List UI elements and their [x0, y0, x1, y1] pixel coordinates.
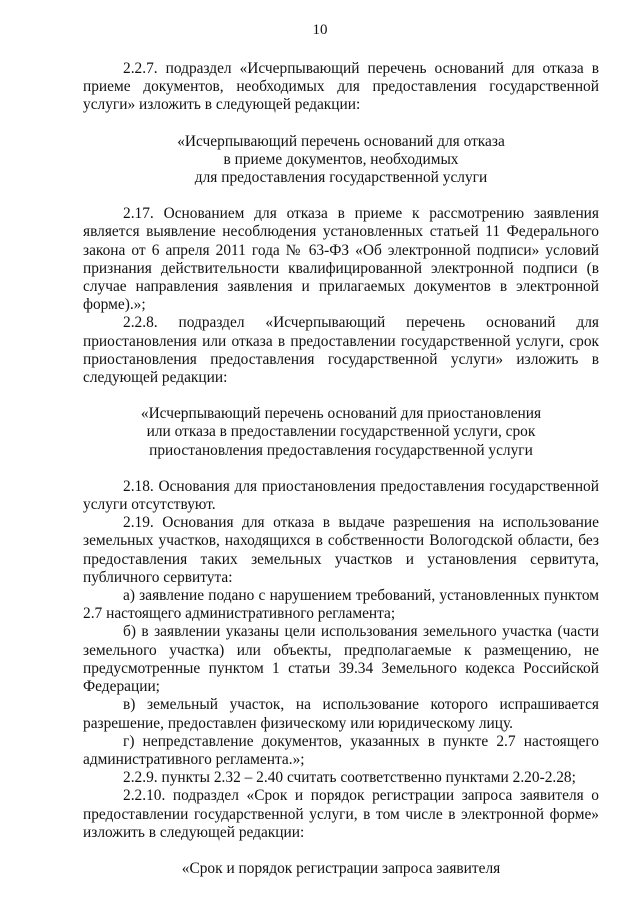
section-heading-line: приостановления предоставления государственной услуги: [149, 441, 533, 459]
section-heading-line: в приеме документов, необходимых: [223, 150, 459, 168]
section-heading-line: или отказа в предоставлении государственной услуги, срок: [146, 423, 536, 441]
paragraph-2-2-10: 2.2.10. подраздел «Срок и порядок регистрации запроса заявителя о предоставлении государственной услуги, в том числе в электронной форме» изложить в следующей редакции:: [83, 787, 599, 841]
paragraph-2-2-8: 2.2.8. подраздел «Исчерпывающий перечень оснований для приостановления или отказа в предоставлении государственной услуги, срок приостановления предоставления государственной услуги» изложить в следующей редакции:: [83, 314, 599, 387]
paragraph-2-17: 2.17. Основанием для отказа в приеме к рассмотрению заявления является выявление несоблюдения установленных статьей 11 Федерального закона от 6 апреля 2011 года № 63-ФЗ «Об электронной подписи» условий признания действительности квалифицированной электронной подписи (в случае направления заявления и прилагаемых документов в электронной форме).»;: [83, 205, 599, 314]
section-heading-line: «Исчерпывающий перечень оснований для отказа: [177, 132, 505, 150]
document-body: [83, 60, 599, 878]
section-heading-line: «Срок и порядок регистрации запроса заявителя: [181, 859, 501, 877]
paragraph-2-18: 2.18. Основания для приостановления предоставления государственной услуги отсутствуют.: [83, 477, 599, 514]
list-item-v: в) земельный участок, на использование которого испрашивается разрешение, предоставлен физическому или юридическому лицу.: [83, 696, 599, 732]
section-heading-line: для предоставления государственной услуги: [194, 169, 488, 187]
paragraph-2-2-7: 2.2.7. подраздел «Исчерпывающий перечень оснований для отказа в приеме документов, необходимых для предоставления государственной услуги» изложить в следующей редакции:: [83, 60, 599, 114]
paragraph-2-19: 2.19. Основания для отказа в выдаче разрешения на использование земельных участков, находящихся в собственности Вологодской области, без предоставления таких земельных участков и установления сервитута, публичного сервитута:: [83, 514, 599, 586]
list-item-b: б) в заявлении указаны цели использования земельного участка (части земельного участка) или объекты, предполагаемые к размещению, не предусмотренные пунктом 1 статьи 39.34 Земельного кодекса Российской Федерации;: [83, 623, 599, 696]
list-item-g: г) непредставление документов, указанных в пункте 2.7 настоящего административного регламента.»;: [83, 732, 599, 768]
paragraph-2-2-9: 2.2.9. пункты 2.32 – 2.40 считать соответственно пунктами 2.20-2.28;: [123, 769, 576, 787]
list-item-a: а) заявление подано с нарушением требований, установленных пунктом 2.7 настоящего административного регламента;: [83, 587, 599, 623]
section-heading-line: «Исчерпывающий перечень оснований для приостановления: [140, 405, 542, 423]
page-number: 10: [312, 22, 328, 38]
